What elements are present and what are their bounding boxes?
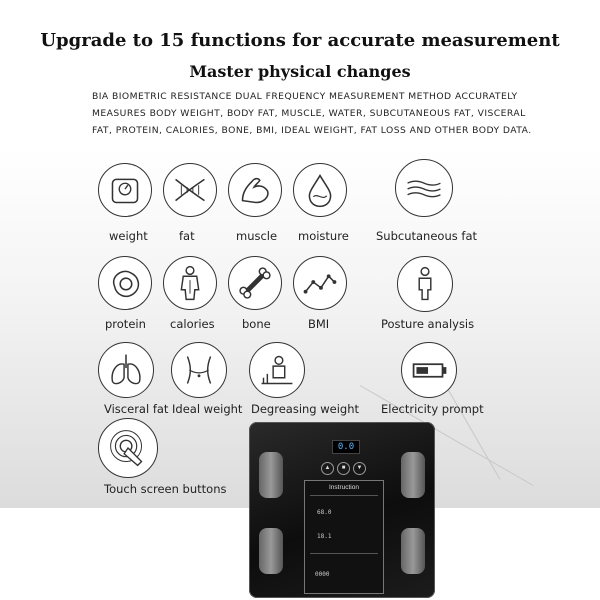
posture-icon (397, 256, 453, 312)
skin-layer-icon (395, 159, 453, 217)
electrode-pad (401, 452, 425, 498)
feature-label-touch: Touch screen buttons (104, 482, 227, 496)
headline-main: Upgrade to 15 functions for accurate measurement (40, 30, 560, 51)
panel-divider (310, 553, 378, 554)
scale-button[interactable]: ▼ (353, 462, 366, 475)
waist-icon (171, 342, 227, 398)
feature-label-visceral: Visceral fat (104, 402, 169, 416)
bmi-graph-icon (293, 256, 347, 310)
electrode-pad (401, 528, 425, 574)
bicep-icon (228, 163, 282, 217)
panel-readout-3: 0000 (315, 571, 330, 578)
water-drop-icon (293, 163, 347, 217)
feature-label-posture: Posture analysis (381, 317, 475, 331)
smart-scale-device (249, 422, 435, 598)
battery-icon (401, 342, 457, 398)
feature-label-bone: bone (242, 317, 271, 331)
electrode-pad (259, 528, 283, 574)
feature-label-moisture: moisture (298, 229, 349, 243)
touch-icon (98, 418, 158, 478)
dna-icon (163, 163, 217, 217)
scale-button[interactable]: ■ (337, 462, 350, 475)
feature-label-weight: weight (109, 229, 148, 243)
electrode-pad (259, 452, 283, 498)
feature-label-calories: calories (170, 317, 215, 331)
description-line-1: BIA BIOMETRIC RESISTANCE DUAL FREQUENCY MEASUREMENT METHOD ACCURATELY (92, 91, 518, 102)
instruction-title: Instruction (329, 484, 359, 491)
feature-label-muscle: muscle (236, 229, 278, 243)
bone-icon (228, 256, 282, 310)
panel-divider (310, 495, 378, 496)
feature-label-fat: fat (179, 229, 195, 243)
panel-readout-1: 68.0 (317, 509, 332, 516)
feature-label-bmi: BMI (308, 317, 330, 331)
lcd-display: 0.0 (332, 440, 360, 454)
feature-label-protein: protein (105, 317, 146, 331)
instruction-panel (304, 480, 384, 594)
degreasing-icon (249, 342, 305, 398)
description-line-2: MEASURES BODY WEIGHT, BODY FAT, MUSCLE, WATER, SUBCUTANEOUS FAT, VISCERAL (92, 108, 526, 119)
scale-button[interactable]: ▲ (321, 462, 334, 475)
body-icon (163, 256, 217, 310)
feature-label-ideal-weight: Ideal weight (172, 402, 243, 416)
lungs-icon (98, 342, 154, 398)
headline-sub: Master physical changes (189, 62, 411, 81)
description-line-3: FAT, PROTEIN, CALORIES, BONE, BMI, IDEAL WEIGHT, FAT LOSS AND OTHER BODY DATA. (92, 125, 532, 136)
scale-icon (98, 163, 152, 217)
feature-label-electricity: Electricity prompt (381, 402, 484, 416)
feature-label-subcutaneous: Subcutaneous fat (376, 229, 477, 243)
feature-label-degreasing: Degreasing weight (251, 402, 360, 416)
panel-readout-2: 18.1 (317, 533, 332, 540)
egg-icon (98, 256, 152, 310)
